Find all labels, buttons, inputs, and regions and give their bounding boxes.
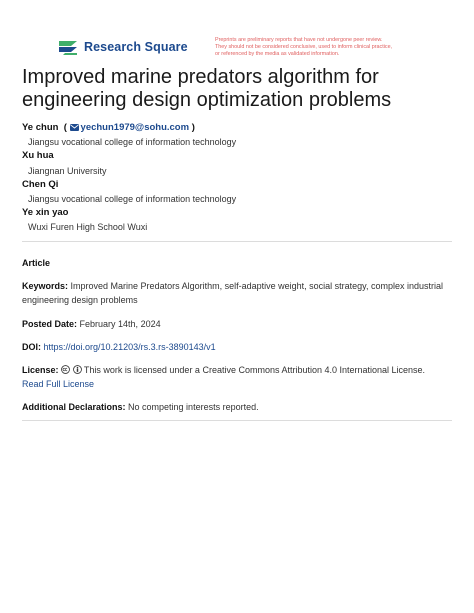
attribution-icon [73,365,82,374]
keywords-text: Improved Marine Predators Algorithm, self-adaptive weight, social strategy, complex industrial [70,281,444,291]
license-text: This work is licensed under a Creative Commons Attribution 4.0 International License. [83,365,426,375]
license-label: License: [22,365,59,375]
additional-declarations [22,400,452,414]
keywords-text: engineering design problems [22,295,138,305]
title-line: Improved marine predators algorithm for [22,66,379,88]
disclaimer-line: Preprints are preliminary reports that have not undergone peer review. [215,37,383,43]
author-affiliation: Jiangsu vocational college of information technology [28,137,237,148]
author-entry [22,121,452,135]
creative-commons-icon [61,365,70,374]
license [22,363,452,391]
posted-date-label: Posted Date: [22,319,78,329]
preprint-disclaimer [215,37,440,58]
author-affiliation: Wuxi Furen High School Wuxi [28,222,148,233]
disclaimer-line: or referenced by the media as validated information. [215,51,340,57]
doi-link[interactable]: https://doi.org/10.21203/rs.3.rs-3890143/v1 [43,342,216,352]
logo-text: Research Square [84,40,188,54]
keywords-label: Keywords: [22,281,69,291]
email-paren: ( [61,122,67,133]
declarations-label: Additional Declarations: [22,402,126,412]
author-name: Chen Qi [22,178,59,190]
envelope-icon [70,124,79,131]
author-name: Xu hua [22,150,54,162]
doi-label: DOI: [22,342,41,352]
divider [22,241,452,242]
research-square-logo-icon [57,38,79,56]
author-email-link[interactable]: yechun1979@sohu.com [80,122,190,133]
disclaimer-line: They should not be considered conclusive, used to inform clinical practice, [215,44,393,50]
author-name: Ye chun [22,122,59,133]
posted-date-value: February 14th, 2024 [79,319,161,329]
article-type: Article [22,258,51,268]
keywords [22,279,452,307]
divider [22,420,452,421]
author-list [22,121,452,235]
author-affiliation: Jiangnan University [28,165,107,176]
posted-date [22,317,452,331]
email-paren: ) [191,122,195,133]
title-line: engineering design optimization problems [22,89,392,111]
author-name: Ye xin yao [22,207,69,219]
read-full-license-link[interactable]: Read Full License [22,379,95,389]
paper-title [22,66,452,112]
doi [22,340,452,354]
research-square-logo[interactable] [57,38,188,56]
author-affiliation: Jiangsu vocational college of information technology [28,194,237,205]
declarations-text: No competing interests reported. [128,402,259,412]
